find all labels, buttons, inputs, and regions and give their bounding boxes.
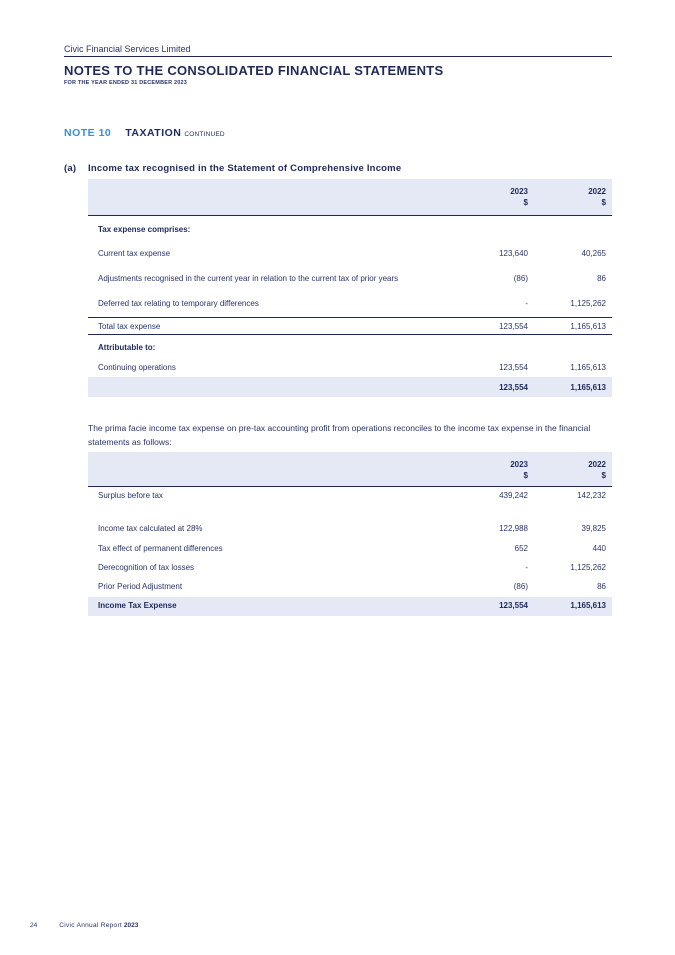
col-year: 2023 [510, 187, 528, 196]
col-unit: $ [601, 198, 606, 207]
value-2023: - [525, 299, 528, 308]
value-2023: 123,554 [499, 601, 528, 610]
value-2022: 1,165,613 [570, 363, 606, 372]
col-unit: $ [523, 198, 528, 207]
value-2022: 1,125,262 [570, 563, 606, 572]
col-header-2022 [588, 459, 606, 481]
page-footer [30, 922, 138, 929]
page-title: NOTES TO THE CONSOLIDATED FINANCIAL STATEMENTS [64, 63, 444, 78]
section-heading: Tax expense comprises: [98, 225, 191, 234]
col-unit: $ [523, 471, 528, 480]
report-name: Civic Annual Report [59, 922, 123, 929]
value-2023: (86) [513, 274, 528, 283]
value-2022: 440 [592, 544, 606, 553]
col-header-2022 [588, 186, 606, 208]
row-label: Tax effect of permanent differences [98, 544, 223, 553]
value-2023: 123,640 [499, 249, 528, 258]
col-unit: $ [601, 471, 606, 480]
value-2022: 86 [597, 274, 606, 283]
value-2023: 122,988 [499, 524, 528, 533]
page-number: 24 [30, 922, 38, 929]
company-name: Civic Financial Services Limited [64, 44, 191, 54]
value-2023: 439,242 [499, 491, 528, 500]
row-label: Income Tax Expense [98, 601, 177, 610]
subtotal-divider-top [88, 317, 612, 318]
note-heading [64, 127, 225, 139]
tax-expense-table [88, 179, 612, 397]
section-a-title: Income tax recognised in the Statement of Comprehensive Income [88, 163, 402, 174]
header-divider [88, 486, 612, 487]
section-a-heading [64, 163, 401, 174]
final-total-band [88, 377, 612, 397]
header-rule [64, 56, 612, 57]
section-a-label: (a) [64, 163, 77, 174]
header-divider [88, 215, 612, 216]
report-year: 2023 [123, 922, 139, 929]
table-header [88, 452, 612, 486]
row-label: Surplus before tax [98, 491, 163, 500]
value-2023: - [525, 563, 528, 572]
col-year: 2023 [510, 460, 528, 469]
row-label: Continuing operations [98, 363, 176, 372]
value-2022: 1,125,262 [570, 299, 606, 308]
page-subtitle: FOR THE YEAR ENDED 31 DECEMBER 2023 [64, 80, 188, 86]
value-2022: 39,825 [581, 524, 606, 533]
row-label: Derecognition of tax losses [98, 563, 195, 572]
value-2022: 40,265 [581, 249, 606, 258]
col-header-2023 [510, 459, 528, 481]
value-2022: 1,165,613 [570, 383, 606, 392]
row-label: Prior Period Adjustment [98, 582, 183, 591]
note-number: NOTE 10 [64, 127, 112, 139]
col-year: 2022 [588, 460, 606, 469]
row-label: Total tax expense [98, 322, 161, 331]
table-header [88, 179, 612, 215]
value-2023: 123,554 [499, 322, 528, 331]
col-year: 2022 [588, 187, 606, 196]
value-2023: 123,554 [499, 383, 528, 392]
value-2022: 1,165,613 [570, 601, 606, 610]
col-header-2023 [510, 186, 528, 208]
attrib-heading: Attributable to: [98, 343, 156, 352]
row-label: Adjustments recognised in the current year in relation to the current tax of prior years [98, 274, 399, 283]
reconciliation-table [88, 452, 612, 616]
value-2023: 652 [514, 544, 528, 553]
reconciliation-paragraph: The prima facie income tax expense on pre-tax accounting profit from operations reconciles to the income tax expense in the financial statements as follows: [88, 423, 591, 447]
subtotal-divider-bottom [88, 334, 612, 335]
value-2023: (86) [513, 582, 528, 591]
row-label: Current tax expense [98, 249, 171, 258]
note-title: TAXATION [125, 127, 182, 139]
value-2023: 123,554 [499, 363, 528, 372]
row-label: Income tax calculated at 28% [98, 524, 203, 533]
value-2022: 1,165,613 [570, 322, 606, 331]
note-continued: CONTINUED [184, 131, 225, 138]
value-2022: 142,232 [577, 491, 606, 500]
row-label: Deferred tax relating to temporary differences [98, 299, 259, 308]
value-2022: 86 [597, 582, 606, 591]
